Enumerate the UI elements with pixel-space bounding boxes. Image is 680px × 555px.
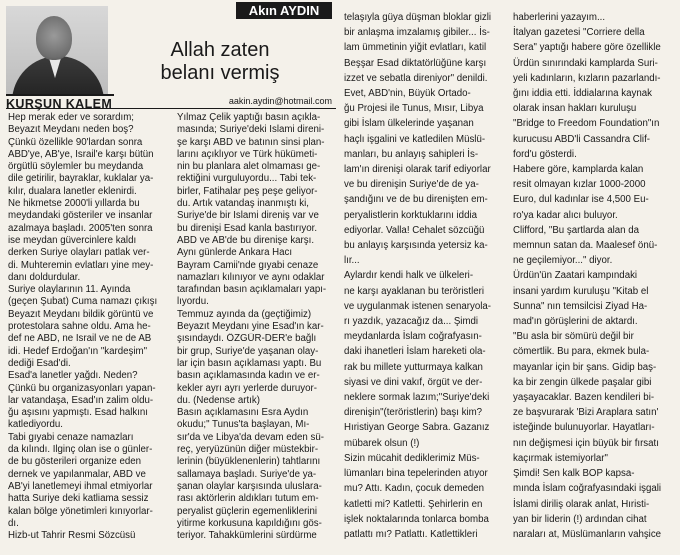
column-3-line: Aylardır kendi halk ve ülkeleri- [344, 270, 474, 282]
column-3-line: lümanları bina tepelerinden atıyor [344, 468, 488, 480]
column-1-line: Beyazıt Meydanı neden boş? [8, 124, 134, 136]
column-1-line: danı doldurdular. [8, 271, 81, 283]
column-3-line: daki ihanetleri İslam hareketi ola- [344, 346, 486, 358]
column-1-line: da kılındı. İlginç olan ise o günler- [8, 444, 153, 456]
column-2-line: Beyazıt Meydanı yine Esad'ın kar- [177, 321, 324, 333]
column-1-line: (geçen Şubat) Cuma namazı çıkışı [8, 296, 158, 308]
column-4-line: yeli kadınların, kızların pazarlandı- [513, 72, 661, 84]
text-column-3 [344, 10, 506, 542]
column-2-line: lar için basın açıklaması yaptı. Bu [177, 357, 322, 369]
column-3-line: neklere sormak lazım;"Suriye'deki [344, 392, 490, 404]
column-2-line: du. Artık vatandaş inanmıştı ki, [177, 198, 309, 210]
column-2-line: larını açıklıyor ve Türk hükümeti- [177, 148, 318, 160]
column-3-line: mübarek olsun (!) [344, 437, 420, 449]
column-1-line: Hep merak eder ve sorardım; [8, 112, 134, 123]
column-2-line: rektiğini vurguluyordu... Tabi tek- [177, 173, 317, 185]
section-label: KURŞUN KALEM [6, 94, 114, 111]
column-2-line: rası aktörlerin aldıkları tutum em- [177, 493, 319, 505]
column-2-line: Aynı günlerde Ankara Hacı [177, 247, 293, 259]
column-2-line: reç, yeryüzünün diğer müstekbir- [177, 444, 319, 456]
column-3-line: gibi İslam ülkelerinde yaşanan [344, 118, 474, 130]
column-4-line: nın değişmesi için büyük bir fırsatı [513, 437, 659, 449]
column-2-line: şe karşı ABD ve batının sinsi plan- [177, 136, 325, 148]
column-1-line: kılır, dualara lanetler eklenirdi. [8, 185, 137, 197]
column-3-line: bir anlaşma imzalamış gibiler... İs- [344, 27, 490, 39]
column-4-line: İslami diriliş olarak anlat, Hıristi- [513, 498, 650, 510]
column-4-line: Clifford, "Bu şartlarda alan da [513, 224, 640, 236]
column-2-line: sallamaya başladı. Suriye'de ya- [177, 468, 317, 480]
column-3-line: şandığını ve de bu direnişten em- [344, 194, 488, 206]
column-2-line: basın açıklamasında kadın ve er- [177, 370, 320, 382]
column-1-line: ğu aşısını yapmıştı. Esad halkını [8, 407, 149, 419]
column-4-line: yaşayacaklar. Bazen kendileri bi- [513, 392, 655, 404]
column-4-line: kaçırmak istemiyorlar" [513, 452, 608, 464]
column-3-line: Evet, ABD'nin, Büyük Ortado- [344, 88, 471, 100]
columnist-photo [6, 6, 108, 94]
column-1-line: ABD'ye, AB'ye, İsrail'e karşı bütün [8, 148, 154, 160]
column-4-line: ne geçilemiyor..." diyor. [513, 255, 613, 267]
column-1-line: Esad'a lanetler yağdı. Neden? [8, 370, 138, 382]
author-name: Akın AYDIN [236, 2, 332, 19]
column-2-line: du. (Nedense artık) [177, 394, 260, 406]
column-1-line: örgütlü söylemler bu meydanda [8, 161, 144, 173]
column-2-line: teriyor. Tahakkümlerini sürdürme [177, 530, 317, 542]
column-3-line: patlattı mı? Patlattı. Katlettikleri [344, 528, 478, 540]
column-2-line: yitirme korkusuna kapıldığını gös- [177, 517, 322, 529]
column-2-line: Suriye'de bir İslami direniş var ve [177, 210, 319, 222]
column-1-line: dı. [8, 517, 19, 529]
column-4-line: mında İslam coğrafyasındaki işgali [513, 483, 662, 495]
column-3-line: ğu Projesi ile Tunus, Mısır, Libya [344, 103, 484, 115]
column-1-line: def ne ABD, ne İsrail ve ne de AB [8, 333, 152, 345]
column-3-line: ve uygulanmak istenen senaryola- [344, 300, 492, 312]
column-1-line: kalan bölge yönetimleri kınıyorlar- [8, 505, 153, 517]
column-3-line: işlek noktalarında tonlarca bomba [344, 513, 489, 525]
column-3-line: telaşıyla güya düşman bloklar gizli [344, 12, 492, 23]
column-4-line: Ürdün'ün Zaatari kampındaki [513, 270, 638, 282]
title-line-2: belanı vermiş [160, 62, 280, 84]
column-2-line: şısındaydı. ÖZGÜR-DER'e bağlı [177, 333, 317, 345]
column-2-line: masında; Suriye'deki İslami direni- [177, 124, 325, 136]
column-3-line: ediyorlar. Valla! Cehalet sözcüğü [344, 224, 485, 236]
column-1-line: di. Muhteremin evlatları yine mey- [8, 259, 154, 271]
column-4-line: ze başvurarak 'Bizi Araplara satın' [513, 407, 659, 419]
column-4-line: memnun satan da. Maalesef önü- [513, 240, 658, 252]
column-3-line: rak bu millete yutturmaya kalkan [344, 361, 483, 373]
column-3-line: lam ümmetinin yiğit evlatları, katil [344, 42, 487, 54]
column-4-line: "Bu asla bir sömürü değil bir [513, 331, 634, 343]
article-title [143, 39, 297, 85]
column-1-line: derken Suriye olayları patlak ver- [8, 247, 150, 259]
author-email: aakin.aydin@hotmail.com [228, 96, 332, 106]
column-1-line: meydandaki gösteriler ve insanlar [8, 210, 153, 222]
column-4-line: haberlerini yazayım... [513, 12, 606, 23]
column-4-line: Sunna" nın temsilcisi Ziyad Ha- [513, 300, 648, 312]
column-4-line: Habere göre, kamplarda kalan [513, 164, 644, 176]
column-4-line: cömertlik. Bu para, ekmek bula- [513, 346, 650, 358]
column-2-line: lıyordu. [177, 296, 209, 308]
column-3-line: lam'ın direnişi olarak tarif ediyorlar [344, 164, 491, 176]
title-line-1: Allah zaten [170, 39, 270, 61]
column-4-line: Sera" yaptığı habere göre özellikle [513, 42, 661, 54]
column-2-line: lerinin (büyüklenenlerin) tahtlarını [177, 456, 321, 468]
column-4-line: insani yardım kuruluşu "Kitab el [513, 285, 649, 297]
text-column-2 [177, 112, 335, 542]
column-4-line: Şimdi! Sen kalk BOP kapsa- [513, 468, 635, 480]
column-1-line: Tabi gıyabi cenaze namazları [8, 431, 134, 443]
column-1-line: dediği Esad'di. [8, 357, 71, 369]
column-1-line: dile getirilir, bayraklar, kuklalar ya- [8, 173, 154, 185]
column-3-line: ve bu direnişin Suriye'de de ya- [344, 179, 479, 191]
column-3-line: bu anlayış karşısında yetersiz ka- [344, 240, 488, 252]
column-3-line: mu? Attı. Kadın, çocuk demeden [344, 483, 485, 495]
column-3-line: Sizin mücahit dediklerimiz Müs- [344, 452, 480, 464]
column-2-line: Basın açıklamasını Esra Aydın [177, 407, 309, 419]
column-1-line: katlediyordu. [8, 419, 63, 431]
column-2-line: birler, Fatihalar peş peşe geliyor- [177, 185, 318, 197]
column-2-line: Temmuz ayında da (geçtiğimiz) [177, 308, 312, 320]
column-4-line: naraları at, Müslümanların vahşice [513, 528, 662, 540]
column-2-line: şanan olaylar karşısında uluslara- [177, 480, 322, 492]
column-2-line: bir grup, Suriye'de yaşanan olay- [177, 345, 319, 357]
column-2-line: namazları kılınıyor ve aynı odaklar [177, 271, 325, 283]
column-1-line: Çünkü bu organizasyonları yapan- [8, 382, 156, 394]
column-3-line: katletti mi? Katletti. Şehirlerin en [344, 498, 483, 510]
column-3-line: izzet ve sebatla direniyor" denildi. [344, 72, 488, 84]
column-4-line: mad'ın görüşlerini de aktardı. [513, 316, 638, 328]
column-1-line: Ne hikmetse 2000'li yıllarda bu [8, 198, 140, 210]
column-3-line: Hıristiyan George Sabra. Gazanız [344, 422, 490, 434]
column-2-line: tarafından basın açıklamaları yapı- [177, 284, 327, 296]
text-column-4 [513, 10, 675, 542]
column-3-line: haçlı işgalini ve katledilen Müslü- [344, 133, 486, 145]
column-4-line: ğını iddia etti. İddialarına kaynak [513, 88, 652, 100]
column-1-line: ise meydan güvercinlere kaldı [8, 234, 137, 246]
column-4-line: Euro, dul kadınlar ise 4,500 Eu- [513, 194, 649, 206]
column-1-line: dernek ve yapılanmalar, ABD ve [8, 468, 146, 480]
column-1-line: idi. Hedef Erdoğan'ın "kardeşim" [8, 345, 148, 357]
column-4-line: isteğinde bulunuyorlar. Hayatları- [513, 422, 655, 434]
column-3-line: rı yazdık, yazacağız da... Şimdi [344, 316, 479, 328]
column-3-line: siyasi ve dini vakıf, örgüt ve der- [344, 376, 483, 388]
column-3-line: ne karşı ayaklanan bu teröristleri [344, 285, 485, 297]
column-3-line: peryalistlerin korktuklarını iddia [344, 209, 477, 221]
column-3-line: lır... [344, 255, 360, 267]
column-4-line: yan bir liderin (!) ardından cihat [513, 513, 647, 525]
column-2-line: ABD ve AB'de bu direnişe karşı. [177, 234, 315, 246]
column-4-line: Ürdün sınırındaki kamplarda Suri- [513, 57, 658, 69]
column-3-line: direnişin"(teröristlerin) başı kim? [344, 407, 483, 419]
column-1-line: protestolara sahne oldu. Ama he- [8, 321, 151, 333]
column-4-line: ro'ya kadar alıcı buluyor. [513, 209, 618, 221]
column-4-line: İtalyan gazetesi "Corriere della [513, 27, 645, 39]
column-1-line: de bu gösterileri organize eden [8, 456, 142, 468]
column-1-line: hatta Suriye deki katliama sessiz [8, 493, 149, 505]
column-2-line: Bayram Camii'nde gıyabi cenaze [177, 259, 319, 271]
column-3-line: Beşşar Esad diktatörlüğüne karşı [344, 57, 487, 69]
photo-head [36, 16, 72, 60]
column-4-line: ford'u gösterdi. [513, 148, 577, 160]
column-1-line: Suriye olaylarının 11. Ayında [8, 284, 131, 296]
text-column-1 [8, 112, 164, 542]
column-1-line: lar vatandaşa, Esad'ın zalim oldu- [8, 394, 154, 406]
column-2-line: kekler ayrı ayrı yerlerde duruyor- [177, 382, 317, 394]
column-4-line: "Bridge to Freedom Foundation"ın [513, 118, 660, 130]
column-3-line: meydanlarda İslam coğrafyasın- [344, 331, 482, 343]
column-2-line: nin bu planlara alet olmaması ge- [177, 161, 321, 173]
column-2-line: okudu;" Tunus'ta başlayan, Mı- [177, 419, 310, 431]
column-1-line: Beyazıt Meydanı bildik görüntü ve [8, 308, 154, 320]
column-4-line: kurucusu ABD'li Cassandra Clif- [513, 133, 650, 145]
column-2-line: bu direnişi Esad kanla bastırıyor. [177, 222, 318, 234]
column-2-line: peryalist güçlerin egemenliklerini [177, 505, 317, 517]
column-4-line: resit olmayan kızlar 1000-2000 [513, 179, 646, 191]
column-4-line: ka bir zengin ülkede paşalar gibi [513, 376, 652, 388]
column-4-line: olarak insan hakları kuruluşu [513, 103, 637, 115]
column-2-line: Yılmaz Çelik yaptığı basın açıkla- [177, 112, 321, 123]
column-2-line: sır'da ve Libya'da devam eden sü- [177, 431, 324, 443]
column-4-line: mayanlar için bir şans. Gidip baş- [513, 361, 657, 373]
column-3-line: manları, bu anlayış sahipleri İs- [344, 148, 479, 160]
column-1-line: AB'yi lanetlemeyi ihmal etmiyorlar [8, 480, 153, 492]
header-rule [6, 108, 336, 109]
column-1-line: azalmaya başladı. 2005'ten sonra [8, 222, 153, 234]
column-1-line: Çünkü özellikle 90'lardan sonra [8, 136, 143, 148]
column-1-line: Hizb-ut Tahrir Resmi Sözcüsü [8, 530, 136, 542]
